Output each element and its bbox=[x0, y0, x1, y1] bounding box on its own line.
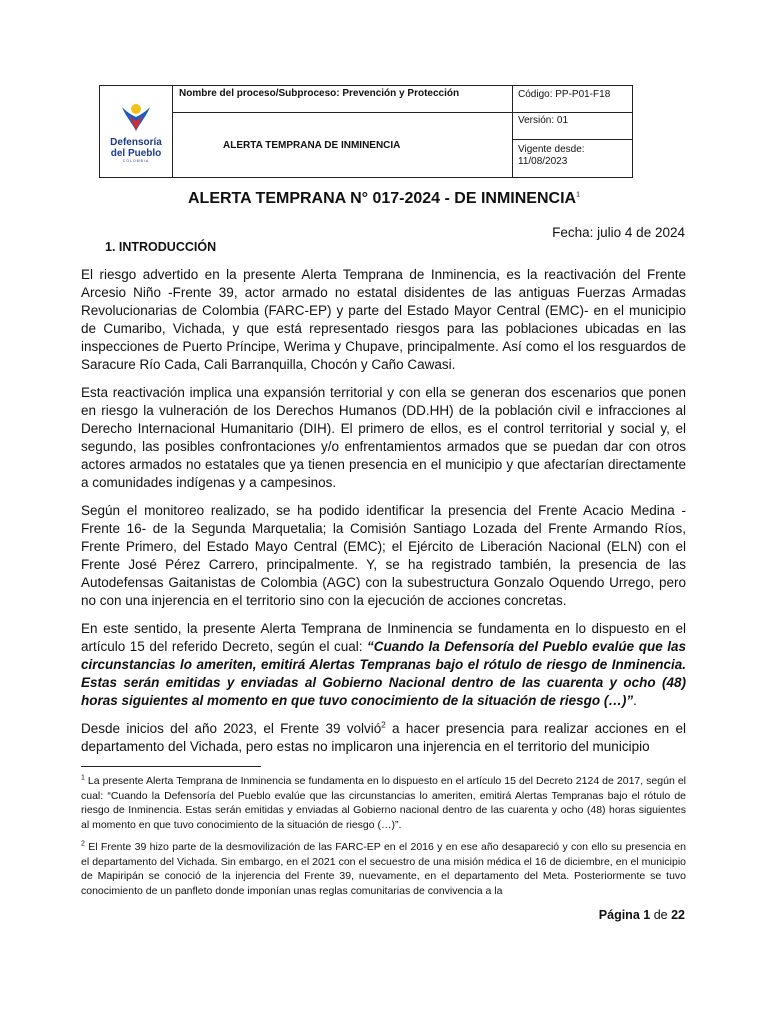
footnote-ref-1[interactable]: 1 bbox=[576, 191, 580, 199]
document-title: ALERTA TEMPRANA N° 017-2024 - DE INMINENCIA$^1$ bbox=[188, 190, 580, 207]
section-heading: 1. INTRODUCCIÓN bbox=[105, 240, 217, 254]
footnote-2: $^2$ El Frente 39 hizo parte de la desmovilización de las FARC-EP en el 2016 y en ese año desapareció y con ello su presencia en el departamento del Vichada. Sin embargo, en el 2021 con el secuestro de una misión médica el 16 de diciembre, en el municipio de Mapiripán se conoció de la injerencia del Frente 39, nuevamente, en el departamento del Meta. Posteriormente se tuvo conocimiento de un panfleto donde imponían unas reglas comunitarias de convivencia a la bbox=[81, 840, 686, 897]
footnote-1: $^1$ La presente Alerta Temprana de Inminencia se fundamenta en lo dispuesto en el artículo 15 del Decreto 2124 de 2017, según el cual: “Cuando la Defensoría del Pueblo evalúe que las circunstancias lo ameriten, emitirá Alertas Tempranas bajo el rótulo de riesgo de Inminencia. Estas serán emitidas y enviadas al Gobierno nacional dentro de las cuarenta y ocho (48) horas siguientes al momento en que tuvo conocimiento de la situación de riesgo (…)”. bbox=[81, 774, 686, 831]
logo-wordmark: Defensoría del Pueblo bbox=[110, 136, 162, 159]
logo-country: COLOMBIA bbox=[122, 158, 150, 163]
process-name: Nombre del proceso/Subproceso: Prevención y Protección bbox=[173, 86, 513, 113]
logo bbox=[100, 86, 173, 177]
paragraph: El riesgo advertido en la presente Alerta Temprana de Inminencia, es la reactivación del Frente Arcesio Niño -Frente 39, actor armado no estatal disidentes de las antiguas Fuerzas Armadas Revolucionarias de Colombia (FARC-EP) y parte del Estado Mayor Central (EMC)- en el municipio de Cumaribo, Vichada, y que está representado riesgos para las poblaciones ubicadas en las inspecciones de Puerto Príncipe, Werima y Chupave, principalmente. Así como el los resguardos de Saracure Río Cada, Cali Barranquilla, Chocón y Caño Cawasi. bbox=[81, 267, 686, 372]
footnote-ref-2[interactable]: 2 bbox=[381, 720, 386, 730]
footnote-separator bbox=[81, 766, 261, 767]
document-code: Código: PP-P01-F18 bbox=[513, 86, 632, 113]
valid-since: Vigente desde: 11/08/2023 bbox=[518, 144, 585, 167]
defensoria-emblem-icon bbox=[116, 101, 156, 135]
document-body bbox=[81, 266, 686, 766]
paragraph: Desde inicios del año 2023, el Frente 39 volvió$^2$ a hacer presencia para realizar acciones en el departamento del Vichada, pero estas no implicaron una injerencia en el territorio del municipio bbox=[81, 720, 686, 754]
paragraph: Esta reactivación implica una expansión territorial y con ella se generan dos escenarios que ponen en riesgo la vulneración de los Derechos Humanos (DD.HH) de la población civil e infracciones al Derecho Internacional Humanitario (DIH). El primero de ellos, es el control territorial y social y, el segundo, las posibles confrontaciones y/o enfrentamientos armados que se puedan dar con otros actores armados no estatales que ya tienen presencia en el municipio y que afectarían directamente a comunidades indígenas y a campesinos. bbox=[81, 385, 686, 490]
decree-quote: “Cuando la Defensoría del Pueblo evalúe que las circunstancias lo ameriten, emitirá Alertas Tempranas bajo el rótulo de riesgo de Inminencia. Estas serán emitidas y enviadas al Gobierno Nacional dentro de las cuarenta y ocho (48) horas siguientes al momento en que tuvo conocimiento de la situación de riesgo (…)” bbox=[81, 639, 686, 708]
document-version: Versión: 01 bbox=[513, 113, 632, 140]
footnotes bbox=[81, 774, 686, 906]
paragraph: En este sentido, la presente Alerta Temprana de Inminencia se fundamenta en lo dispuesto en el artículo 15 del referido Decreto, según el cual: “Cuando la Defensoría del Pueblo evalúe que las circunstancias lo ameriten, emitirá Alertas Tempranas bajo el rótulo de riesgo de Inminencia. Estas serán emitidas y enviadas al Gobierno Nacional dentro de las cuarenta y ocho (48) horas siguientes al momento en que tuvo conocimiento de la situación de riesgo (…)”. bbox=[81, 621, 686, 708]
paragraph: Según el monitoreo realizado, se ha podido identificar la presencia del Frente Acacio Medina - Frente 16- de la Segunda Marquetalia; la Comisión Santiago Lozada del Frente Armando Ríos, Frente Primero, del Estado Mayo Central (EMC); el Ejército de Liberación Nacional (ELN) con el Frente José Pérez Carrero, principalmente. Y, se ha registrado también, la presencia de las Autodefensas Gaitanistas de Colombia (AGC) con la subestructura Gonzalo Oquendo Urrego, pero no con una injerencia en el territorio sino con la ejecución de acciones concretas. bbox=[81, 503, 686, 608]
form-title: ALERTA TEMPRANA DE INMINENCIA bbox=[173, 113, 513, 177]
page-number: Página 1 de 22 bbox=[598, 908, 685, 922]
document-header-table bbox=[99, 85, 633, 178]
document-date: Fecha: julio 4 de 2024 bbox=[552, 225, 685, 240]
